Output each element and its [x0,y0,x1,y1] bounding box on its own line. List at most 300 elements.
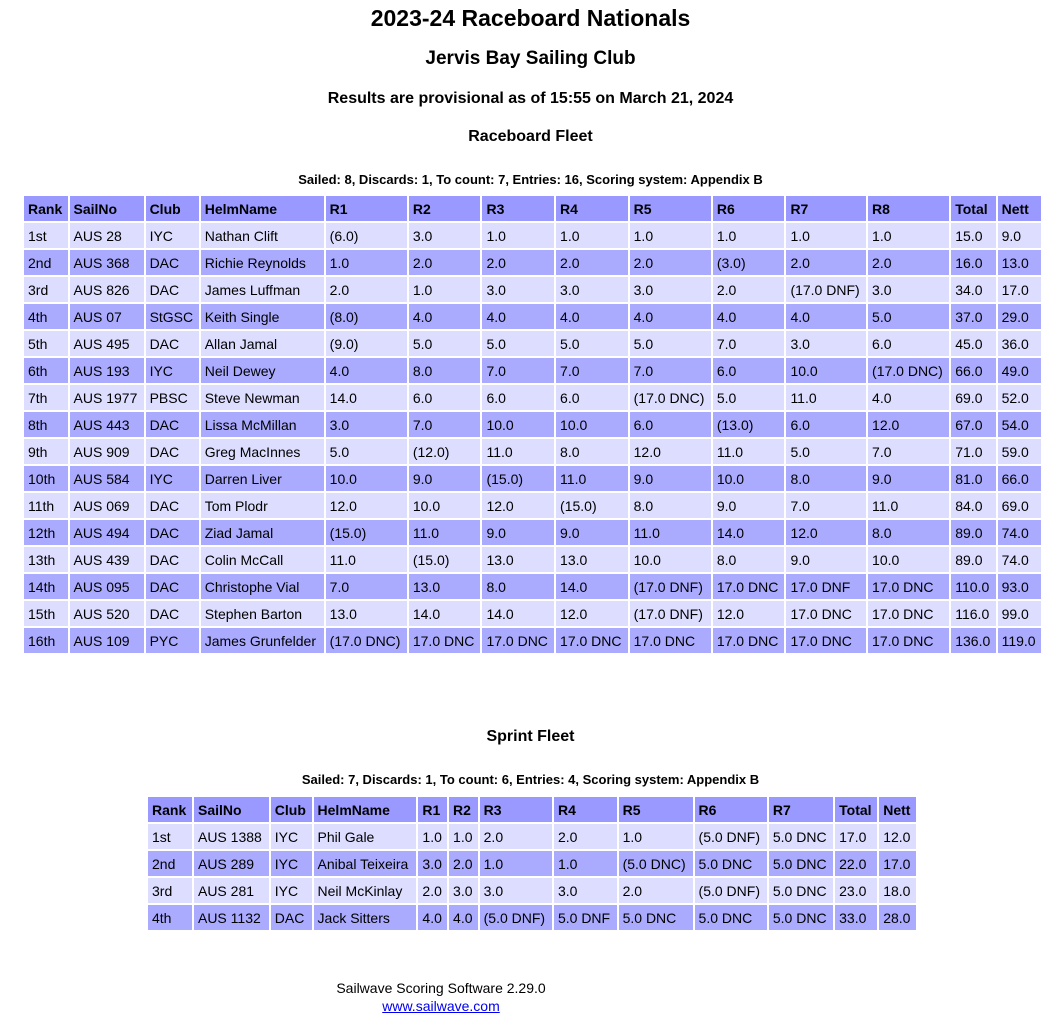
cell-rank: 6th [24,358,68,383]
cell-sailno: AUS 1132 [194,905,269,930]
table-row [24,385,1041,410]
cell-rank: 13th [24,547,68,572]
cell-sailno: AUS 069 [70,493,144,518]
cell-r5: 2.0 [630,250,711,275]
cell-rank: 5th [24,331,68,356]
cell-r7: 9.0 [786,547,866,572]
cell-r1: 5.0 [326,439,407,464]
cell-rank: 11th [24,493,68,518]
cell-r6: 17.0 DNC [713,628,785,653]
cell-helmname: Colin McCall [201,547,324,572]
cell-r3: 10.0 [482,412,554,437]
cell-nett: 13.0 [998,250,1041,275]
cell-r3: 4.0 [482,304,554,329]
cell-r5: 2.0 [619,878,693,903]
cell-r4: 4.0 [556,304,628,329]
cell-r5: 10.0 [630,547,711,572]
cell-helmname: Allan Jamal [201,331,324,356]
cell-r7: 5.0 DNC [769,824,833,849]
cell-club: PYC [146,628,199,653]
cell-r3: (15.0) [482,466,554,491]
fleet-title-sprint: Sprint Fleet [486,728,575,745]
cell-r5: 5.0 DNC [619,905,693,930]
cell-nett: 9.0 [998,223,1041,248]
cell-r2: 13.0 [409,574,481,599]
cell-helmname: Steve Newman [201,385,324,410]
footer [0,980,882,1014]
cell-helmname: Darren Liver [201,466,324,491]
cell-helmname: James Luffman [201,277,324,302]
cell-r4: 1.0 [554,851,617,876]
cell-r5: 3.0 [630,277,711,302]
cell-nett: 17.0 [879,851,916,876]
cell-r4: 5.0 DNF [554,905,617,930]
cell-total: 23.0 [835,878,877,903]
cell-helmname: James Grunfelder [201,628,324,653]
cell-r4: 9.0 [556,520,628,545]
column-header-helmname: HelmName [314,797,417,822]
cell-r1: 7.0 [326,574,407,599]
cell-club: StGSC [146,304,199,329]
cell-r1: 4.0 [418,905,447,930]
cell-rank: 3rd [24,277,68,302]
cell-r5: (17.0 DNC) [630,385,711,410]
column-header-r4: R4 [554,797,617,822]
cell-r3: 7.0 [482,358,554,383]
cell-r3: 3.0 [482,277,554,302]
cell-club: DAC [146,250,199,275]
cell-rank: 8th [24,412,68,437]
cell-r5: 5.0 [630,331,711,356]
cell-sailno: AUS 368 [70,250,144,275]
cell-helmname: Lissa McMillan [201,412,324,437]
cell-r1: 1.0 [418,824,447,849]
cell-r6: 5.0 DNC [695,851,767,876]
cell-r8: (17.0 DNC) [868,358,949,383]
cell-r8: 12.0 [868,412,949,437]
cell-nett: 119.0 [998,628,1041,653]
cell-r5: (17.0 DNF) [630,601,711,626]
cell-r5: 17.0 DNC [630,628,711,653]
cell-total: 89.0 [951,547,995,572]
cell-r8: 2.0 [868,250,949,275]
cell-rank: 15th [24,601,68,626]
cell-nett: 54.0 [998,412,1041,437]
cell-club: DAC [146,277,199,302]
cell-r6: 8.0 [713,547,785,572]
cell-r4: 1.0 [556,223,628,248]
cell-sailno: AUS 439 [70,547,144,572]
cell-r8: 9.0 [868,466,949,491]
cell-nett: 28.0 [879,905,916,930]
cell-club: IYC [271,851,312,876]
cell-r6: (5.0 DNF) [695,878,767,903]
cell-r4: 2.0 [554,824,617,849]
cell-r5: 1.0 [619,824,693,849]
table-row [24,574,1041,599]
cell-r6: 6.0 [713,358,785,383]
cell-club: DAC [146,601,199,626]
cell-sailno: AUS 1388 [194,824,269,849]
cell-r6: (13.0) [713,412,785,437]
cell-nett: 74.0 [998,547,1041,572]
cell-total: 136.0 [951,628,995,653]
cell-r5: 6.0 [630,412,711,437]
column-header-r5: R5 [619,797,693,822]
cell-total: 22.0 [835,851,877,876]
cell-r7: 12.0 [786,520,866,545]
column-header-r2: R2 [449,797,478,822]
cell-r1: (9.0) [326,331,407,356]
cell-total: 116.0 [951,601,995,626]
column-header-r1: R1 [418,797,447,822]
cell-r7: 17.0 DNC [786,628,866,653]
cell-r6: 11.0 [713,439,785,464]
cell-rank: 4th [24,304,68,329]
cell-helmname: Richie Reynolds [201,250,324,275]
table-row [148,824,916,849]
cell-nett: 12.0 [879,824,916,849]
fleet-summary-raceboard: Sailed: 8, Discards: 1, To count: 7, Entries: 16, Scoring system: Appendix B [298,172,763,187]
cell-r8: 17.0 DNC [868,574,949,599]
cell-nett: 29.0 [998,304,1041,329]
cell-club: IYC [146,358,199,383]
cell-r6: (3.0) [713,250,785,275]
cell-r2: 7.0 [409,412,481,437]
table-row [148,878,916,903]
cell-r5: 11.0 [630,520,711,545]
cell-r5: 7.0 [630,358,711,383]
cell-r3: 2.0 [480,824,552,849]
cell-helmname: Anibal Teixeira [314,851,417,876]
cell-r4: 17.0 DNC [556,628,628,653]
cell-r5: (17.0 DNF) [630,574,711,599]
cell-r2: 6.0 [409,385,481,410]
cell-total: 66.0 [951,358,995,383]
page-title: 2023-24 Raceboard Nationals [370,5,691,31]
cell-r6: 5.0 DNC [695,905,767,930]
table-row [24,412,1041,437]
column-header-r1: R1 [326,196,407,221]
table-header-row [148,797,916,822]
cell-r2: (15.0) [409,547,481,572]
cell-r1: 3.0 [418,851,447,876]
cell-nett: 18.0 [879,878,916,903]
cell-helmname: Nathan Clift [201,223,324,248]
cell-rank: 16th [24,628,68,653]
column-header-nett: Nett [998,196,1041,221]
cell-total: 71.0 [951,439,995,464]
cell-r4: 3.0 [554,878,617,903]
table-row [24,331,1041,356]
cell-club: DAC [146,493,199,518]
cell-total: 89.0 [951,520,995,545]
fleet-title-raceboard: Raceboard Fleet [468,128,593,145]
cell-helmname: Neil Dewey [201,358,324,383]
cell-r8: 1.0 [868,223,949,248]
cell-sailno: AUS 289 [194,851,269,876]
cell-r3: 13.0 [482,547,554,572]
cell-r8: 7.0 [868,439,949,464]
cell-r4: 5.0 [556,331,628,356]
sailwave-link[interactable]: www.sailwave.com [382,998,500,1014]
cell-nett: 99.0 [998,601,1041,626]
cell-r4: 3.0 [556,277,628,302]
cell-total: 33.0 [835,905,877,930]
cell-r8: 3.0 [868,277,949,302]
column-header-rank: Rank [24,196,68,221]
column-header-club: Club [271,797,312,822]
table-row [148,905,916,930]
cell-r8: 17.0 DNC [868,601,949,626]
cell-r1: 2.0 [326,277,407,302]
cell-sailno: AUS 28 [70,223,144,248]
cell-r8: 6.0 [868,331,949,356]
column-header-r3: R3 [482,196,554,221]
cell-sailno: AUS 1977 [70,385,144,410]
cell-r2: 4.0 [449,905,478,930]
cell-r2: 2.0 [449,851,478,876]
cell-r3: 9.0 [482,520,554,545]
cell-r6: 1.0 [713,223,785,248]
cell-r6: 14.0 [713,520,785,545]
column-header-r7: R7 [769,797,833,822]
cell-r1: (6.0) [326,223,407,248]
cell-rank: 9th [24,439,68,464]
cell-helmname: Jack Sitters [314,905,417,930]
cell-r7: 5.0 DNC [769,851,833,876]
table-row [24,466,1041,491]
cell-r3: 8.0 [482,574,554,599]
column-header-r4: R4 [556,196,628,221]
cell-r7: 5.0 DNC [769,905,833,930]
cell-r8: 4.0 [868,385,949,410]
cell-sailno: AUS 281 [194,878,269,903]
table-row [24,223,1041,248]
cell-nett: 52.0 [998,385,1041,410]
cell-r7: 8.0 [786,466,866,491]
cell-r7: 3.0 [786,331,866,356]
cell-r6: 4.0 [713,304,785,329]
column-header-rank: Rank [148,797,192,822]
cell-club: DAC [146,439,199,464]
cell-r6: 5.0 [713,385,785,410]
cell-r6: 2.0 [713,277,785,302]
cell-helmname: Neil McKinlay [314,878,417,903]
cell-r5: 1.0 [630,223,711,248]
cell-total: 16.0 [951,250,995,275]
table-row [24,547,1041,572]
cell-nett: 36.0 [998,331,1041,356]
column-header-r5: R5 [630,196,711,221]
cell-r3: 12.0 [482,493,554,518]
cell-r1: 1.0 [326,250,407,275]
cell-sailno: AUS 494 [70,520,144,545]
cell-sailno: AUS 826 [70,277,144,302]
cell-sailno: AUS 109 [70,628,144,653]
cell-rank: 7th [24,385,68,410]
cell-r8: 8.0 [868,520,949,545]
cell-r4: 6.0 [556,385,628,410]
column-header-sailno: SailNo [70,196,144,221]
cell-r2: 4.0 [409,304,481,329]
column-header-r8: R8 [868,196,949,221]
cell-r8: 10.0 [868,547,949,572]
column-header-nett: Nett [879,797,916,822]
cell-club: IYC [271,878,312,903]
table-row [24,358,1041,383]
cell-club: DAC [146,331,199,356]
cell-nett: 74.0 [998,520,1041,545]
cell-r7: 1.0 [786,223,866,248]
column-header-r6: R6 [695,797,767,822]
table-row [24,493,1041,518]
cell-r6: 12.0 [713,601,785,626]
cell-r3: 6.0 [482,385,554,410]
results-table-raceboard [22,194,1043,655]
cell-r3: 14.0 [482,601,554,626]
cell-total: 17.0 [835,824,877,849]
table-row [24,601,1041,626]
results-table-sprint [146,795,918,932]
cell-r6: 9.0 [713,493,785,518]
cell-r5: 9.0 [630,466,711,491]
table-row [148,851,916,876]
cell-rank: 4th [148,905,192,930]
cell-r1: 12.0 [326,493,407,518]
cell-r6: (5.0 DNF) [695,824,767,849]
cell-r1: (15.0) [326,520,407,545]
cell-total: 67.0 [951,412,995,437]
cell-club: IYC [146,223,199,248]
cell-r3: 1.0 [480,851,552,876]
cell-rank: 12th [24,520,68,545]
cell-total: 69.0 [951,385,995,410]
cell-nett: 69.0 [998,493,1041,518]
cell-nett: 17.0 [998,277,1041,302]
cell-sailno: AUS 443 [70,412,144,437]
cell-r4: 10.0 [556,412,628,437]
cell-r3: 3.0 [480,878,552,903]
cell-r4: 12.0 [556,601,628,626]
cell-rank: 1st [148,824,192,849]
cell-r6: 17.0 DNC [713,574,785,599]
cell-r2: (12.0) [409,439,481,464]
cell-r7: (17.0 DNF) [786,277,866,302]
cell-r3: 11.0 [482,439,554,464]
cell-r2: 3.0 [449,878,478,903]
cell-r2: 17.0 DNC [409,628,481,653]
cell-r5: 8.0 [630,493,711,518]
cell-helmname: Stephen Barton [201,601,324,626]
cell-sailno: AUS 584 [70,466,144,491]
cell-r2: 5.0 [409,331,481,356]
column-header-r2: R2 [409,196,481,221]
cell-club: DAC [146,520,199,545]
cell-helmname: Keith Single [201,304,324,329]
cell-r7: 17.0 DNC [786,601,866,626]
cell-r7: 10.0 [786,358,866,383]
software-credit: Sailwave Scoring Software 2.29.0 [336,980,546,996]
cell-r2: 1.0 [409,277,481,302]
cell-r6: 7.0 [713,331,785,356]
cell-club: PBSC [146,385,199,410]
cell-total: 45.0 [951,331,995,356]
cell-r7: 11.0 [786,385,866,410]
cell-r1: 11.0 [326,547,407,572]
cell-sailno: AUS 495 [70,331,144,356]
cell-sailno: AUS 07 [70,304,144,329]
cell-r4: 7.0 [556,358,628,383]
column-header-sailno: SailNo [194,797,269,822]
fleet-summary-sprint: Sailed: 7, Discards: 1, To count: 6, Entries: 4, Scoring system: Appendix B [301,772,760,787]
table-row [24,439,1041,464]
cell-rank: 2nd [148,851,192,876]
cell-r3: 2.0 [482,250,554,275]
cell-r1: 3.0 [326,412,407,437]
table-row [24,250,1041,275]
cell-r5: 12.0 [630,439,711,464]
cell-nett: 93.0 [998,574,1041,599]
table-header-row [24,196,1041,221]
cell-r2: 14.0 [409,601,481,626]
cell-rank: 3rd [148,878,192,903]
cell-r1: (8.0) [326,304,407,329]
cell-r1: (17.0 DNC) [326,628,407,653]
cell-r2: 1.0 [449,824,478,849]
cell-r2: 11.0 [409,520,481,545]
cell-helmname: Phil Gale [314,824,417,849]
cell-r2: 10.0 [409,493,481,518]
cell-r7: 4.0 [786,304,866,329]
column-header-r3: R3 [480,797,552,822]
cell-helmname: Christophe Vial [201,574,324,599]
cell-helmname: Tom Plodr [201,493,324,518]
cell-r5: 4.0 [630,304,711,329]
cell-club: DAC [146,574,199,599]
cell-club: DAC [146,547,199,572]
cell-rank: 14th [24,574,68,599]
cell-r1: 4.0 [326,358,407,383]
cell-r1: 2.0 [418,878,447,903]
cell-nett: 49.0 [998,358,1041,383]
cell-r1: 10.0 [326,466,407,491]
cell-r3: 17.0 DNC [482,628,554,653]
cell-r8: 17.0 DNC [868,628,949,653]
cell-r8: 11.0 [868,493,949,518]
cell-r7: 5.0 [786,439,866,464]
cell-r4: (15.0) [556,493,628,518]
cell-r7: 5.0 DNC [769,878,833,903]
cell-total: 15.0 [951,223,995,248]
cell-r3: 5.0 [482,331,554,356]
cell-club: DAC [271,905,312,930]
cell-sailno: AUS 095 [70,574,144,599]
cell-nett: 66.0 [998,466,1041,491]
cell-r4: 13.0 [556,547,628,572]
cell-r4: 11.0 [556,466,628,491]
cell-r3: (5.0 DNF) [480,905,552,930]
cell-club: IYC [271,824,312,849]
column-header-total: Total [951,196,995,221]
cell-r7: 6.0 [786,412,866,437]
provisional-notice: Results are provisional as of 15:55 on March 21, 2024 [327,90,734,107]
cell-r5: (5.0 DNC) [619,851,693,876]
cell-total: 81.0 [951,466,995,491]
column-header-helmname: HelmName [201,196,324,221]
cell-r2: 9.0 [409,466,481,491]
cell-r4: 8.0 [556,439,628,464]
